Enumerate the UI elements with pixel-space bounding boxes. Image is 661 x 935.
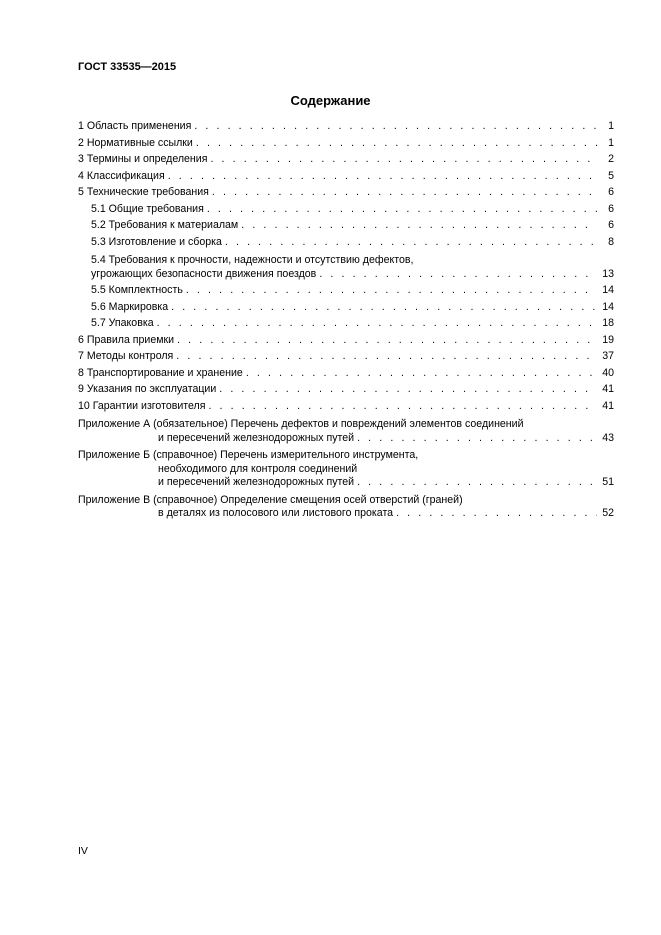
leader-dots [208,400,597,413]
toc-item-page: 6 [608,219,614,231]
toc-item-page: 37 [602,350,614,362]
toc-subitem[interactable] [78,284,614,301]
toc-subitem[interactable] [78,236,614,253]
leader-dots [157,317,597,330]
leader-dots [207,203,597,216]
toc-item-label-line1: Приложение В (справочное) Определение смещения осей отверстий (граней) [78,493,463,506]
leader-dots [194,120,597,133]
toc-item-label: 1 Область применения [78,120,192,132]
toc-item-page: 43 [602,431,614,444]
toc-item-page: 13 [602,267,614,280]
leader-dots [357,476,597,490]
toc-item-label-line1: Приложение Б (справочное) Перечень измерительного инструмента, [78,449,419,461]
toc-item-label: 10 Гарантии изготовителя [78,399,206,412]
leader-dots [168,170,597,183]
toc-item-label: 5.1 Общие требования [91,202,204,215]
toc-item[interactable] [78,170,614,187]
toc-item-label: 5.3 Изготовление и сборка [91,235,222,248]
leader-dots [246,367,597,380]
toc-item-page: 2 [608,153,614,165]
toc-item-label-line2: в деталях из полосового или листового проката [158,507,394,519]
toc-item-page: 19 [602,333,614,346]
toc-item-label-line1: 5.4 Требования к прочности, надежности и отсутствию дефектов, [91,254,414,266]
leader-dots [396,507,597,521]
toc-item[interactable] [78,334,614,351]
toc-item-label: 3 Термины и определения [78,153,208,165]
toc-item-label: 4 Классификация [78,169,165,182]
leader-dots [212,186,597,199]
document-code: ГОСТ 33535—2015 [78,61,177,73]
toc-item-page: 1 [608,120,614,132]
leader-dots [196,137,597,150]
leader-dots [176,350,597,363]
toc-appendix-v[interactable] [78,494,614,521]
leader-dots [186,284,597,297]
leader-dots [225,236,597,249]
toc-item-page: 41 [602,383,614,395]
table-of-contents [78,120,614,521]
toc-item[interactable] [78,153,614,170]
toc-item[interactable] [78,120,614,137]
toc-item-label: 9 Указания по эксплуатации [78,383,217,395]
toc-item[interactable] [78,383,614,400]
toc-item[interactable] [78,400,614,417]
toc-item-page: 8 [608,235,614,248]
toc-item-label: 8 Транспортирование и хранение [78,366,243,379]
toc-item-label: 5.5 Комплектность [91,284,183,296]
leader-dots [210,153,597,166]
toc-subitem[interactable] [78,254,614,281]
leader-dots [357,432,597,446]
leader-dots [219,383,597,396]
toc-item[interactable] [78,350,614,367]
toc-item-label-line1: Приложение А (обязательное) Перечень дефектов и повреждений элементов соединений [78,418,524,430]
toc-item-label-line2: необходимого для контроля соединений [158,462,358,475]
toc-item-label-line3: и пересечений железнодорожных путей [158,476,355,488]
leader-dots [171,301,597,314]
toc-item-page: 6 [608,202,614,215]
leader-dots [319,268,597,282]
toc-item[interactable] [78,186,614,203]
toc-item-label-line2: угрожающих безопасности движения поездов [91,267,317,280]
toc-item-label-line2: и пересечений железнодорожных путей [158,431,355,444]
toc-item-page: 52 [602,507,614,519]
page-number: IV [78,845,88,857]
leader-dots [177,334,597,347]
toc-item-page: 51 [602,476,614,488]
toc-item-page: 40 [602,366,614,379]
toc-item-page: 14 [602,300,614,313]
toc-item[interactable] [78,137,614,154]
toc-item-label: 5.6 Маркировка [91,300,169,313]
toc-subitem[interactable] [78,219,614,236]
toc-appendix-b[interactable] [78,449,614,490]
toc-appendix-a[interactable] [78,418,614,445]
toc-item-page: 41 [602,399,614,412]
toc-item-label: 7 Методы контроля [78,350,174,362]
toc-item-label: 5 Технические требования [78,186,209,198]
toc-item-page: 14 [602,284,614,296]
toc-item-label: 2 Нормативные ссылки [78,136,193,149]
toc-item-label: 5.2 Требования к материалам [91,219,239,231]
toc-item-page: 1 [608,136,614,149]
toc-subitem[interactable] [78,317,614,334]
toc-item[interactable] [78,367,614,384]
page-title: Содержание [290,93,371,108]
toc-item-label: 5.7 Упаковка [91,317,154,329]
toc-item-page: 18 [602,317,614,329]
toc-item-label: 6 Правила приемки [78,333,175,346]
toc-subitem[interactable] [78,301,614,318]
toc-item-page: 5 [608,169,614,182]
leader-dots [241,219,597,232]
toc-item-page: 6 [608,186,614,198]
toc-subitem[interactable] [78,203,614,220]
